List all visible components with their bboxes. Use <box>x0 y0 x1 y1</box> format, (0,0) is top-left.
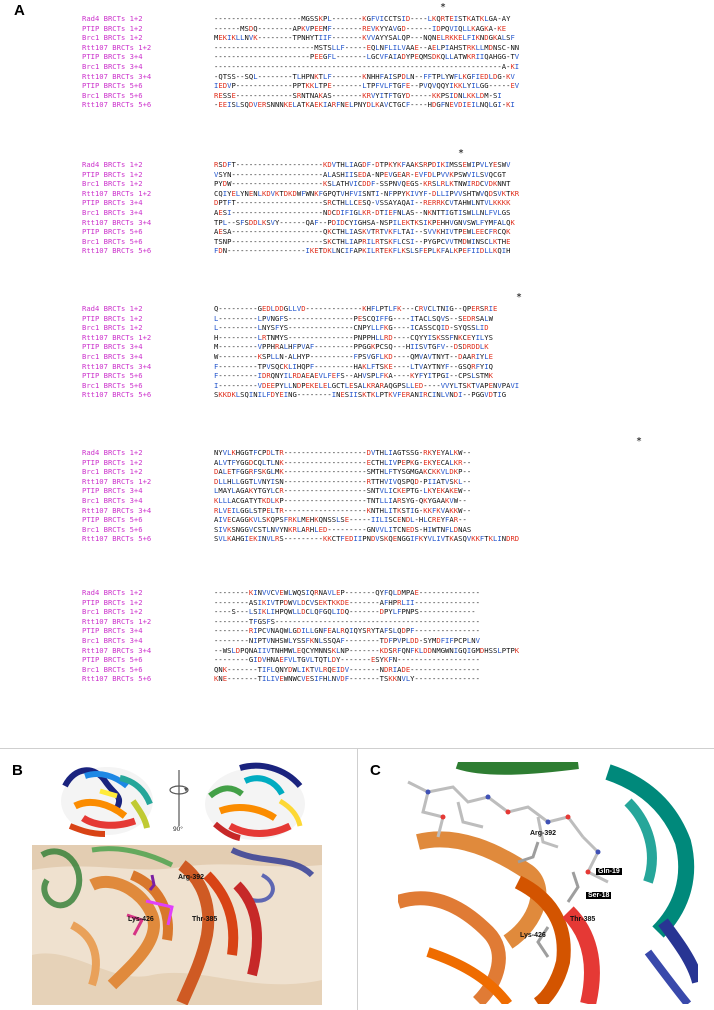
sequence-residues: H---------LRTNMYS---------------PNPPHLLRD----CQYYISKSSFNKCEYILYS <box>214 332 493 342</box>
panel-c-label-thr-385: Thr-385 <box>570 916 596 923</box>
sequence-residues: -EEISLSQDVERSNNNKELATKAEKIARFNELPNYDLKAVCTGCF----HDGFNEVDIEILNQLGI-KI <box>214 100 515 110</box>
conservation-star: * <box>440 2 447 13</box>
alignment-row <box>82 81 519 91</box>
sequence-label: Brc1 BRCTs 5+6 <box>82 236 143 246</box>
alignment-row <box>82 43 519 53</box>
rotation-label: 90° <box>173 826 183 833</box>
sequence-label: Rtt107 BRCTs 5+6 <box>82 534 152 544</box>
sequence-residues: --------TFGSFS----------------------------------------------- <box>214 616 480 626</box>
sequence-residues: ----------------------PEEGFL-------LGCVFAIADYPEQMSDKQLLATWKRIIQAHGG-TV <box>214 52 520 62</box>
sequence-residues: --------GIDVHNAEFVLTGVLTQTLDY-------ESYKFN------------------- <box>214 655 480 665</box>
alignment-row <box>82 333 519 343</box>
sequence-label: Brc1 BRCTs 5+6 <box>82 524 143 534</box>
alignment-row <box>82 237 519 247</box>
conservation-star: * <box>636 436 643 447</box>
sequence-label: PTIP BRCTs 1+2 <box>82 169 143 179</box>
sequence-label: Rad4 BRCTs 1+2 <box>82 14 143 23</box>
sequence-residues: SKKDKLSQINILFDYEING--------INESIISKTKLPTKVFERANIRCINLVNDI--PGGVDTIG <box>214 390 507 400</box>
sequence-label: PTIP BRCTs 3+4 <box>82 626 143 636</box>
sequence-label: PTIP BRCTs 3+4 <box>82 52 143 62</box>
sequence-label: Rtt107 BRCTs 5+6 <box>82 674 152 684</box>
sequence-residues: QNK-------TIFLQNYDWLIKTVLRQEIDV-------NDRIADE---------------- <box>214 664 480 674</box>
alignment-row <box>82 674 519 684</box>
alignment-row <box>82 525 519 535</box>
sequence-residues: --WSLDPQNAIIVTNHMWLEQCYMNNSKLNP-------KDSRFQNFKLDDNMGWNIGQIGMDHSSLPTPK <box>214 645 520 655</box>
alignment-row <box>82 467 519 477</box>
sequence-residues: LMAYLAGAKYTGYLCR-------------------SNTVLICKEPTG-LKYEKAKEW-- <box>214 486 472 496</box>
sequence-residues: -QTSS--SQL--------TLHPNKTLF-------KNHHFAISPDLN--FFTPLYWFLKGFIEDLDG-KV <box>214 71 515 81</box>
sequence-residues: TSNP---------------------SKCTHLIAPRILRTSKFLCSI--PYGPCVVTMDWINSCLKTHE <box>214 236 511 246</box>
sequence-residues: DALETFGGRFSKGLMK-------------------SMTHLFTYSGMGAKCKKVLDKP-- <box>214 467 472 477</box>
panel-b-label-arg-392: Arg-392 <box>178 874 205 881</box>
alignment-row <box>82 179 519 189</box>
alignment-block <box>82 448 519 544</box>
sequence-label: PTIP BRCTs 3+4 <box>82 486 143 496</box>
alignment-row <box>82 646 519 656</box>
sequence-residues: W---------KSPLLN-ALHYP----------FPSVGFLKD----QMVAVTNYT--DAARIYLE <box>214 351 493 361</box>
alignment-row <box>82 371 519 381</box>
sequence-label: Brc1 BRCTs 3+4 <box>82 61 143 71</box>
sequence-label: PTIP BRCTs 1+2 <box>82 23 143 33</box>
alignment-row <box>82 534 519 544</box>
sequence-label: Rtt107 BRCTs 3+4 <box>82 645 152 655</box>
alignment-row <box>82 24 519 34</box>
alignment-row <box>82 617 519 627</box>
alignment-block <box>82 14 519 110</box>
sequence-label: Brc1 BRCTs 3+4 <box>82 351 143 361</box>
sequence-residues: RESSE-------------SRNTNAKAS-------KRVYITFTGYD-----KKPSIDNLKKLDM-SI <box>214 90 502 100</box>
sequence-residues: FDN------------------IKETDKLNCIFAPKILRTEKFLKSLSFEPLKFALKPEFIIDLLKQIH <box>214 246 511 256</box>
sequence-label: Brc1 BRCTs 1+2 <box>82 607 143 617</box>
sequence-residues: DPTFT--------------------SRCTHLLCESQ-VSSAYAQAI--RERRKCVTAHWLNTVLKKKK <box>214 198 511 208</box>
sequence-label: Rtt107 BRCTs 3+4 <box>82 217 152 227</box>
sequence-residues: KNE-------TILIVEWNWCVESIFHLNVDF-------TSKKNVLY--------------- <box>214 674 480 684</box>
sequence-residues: L---------LPVNGFS---------------PESCQIFFG----ITACLSQVS--SEDRSALW <box>214 313 493 323</box>
alignment-row <box>82 246 519 256</box>
alignment-row <box>82 304 519 314</box>
sequence-residues: F---------TPVSQCKLIHQPF---------HAKLFTSKE----LTVAYTNYF--GSQRFYIQ <box>214 361 493 371</box>
sequence-label: Rad4 BRCTs 1+2 <box>82 448 143 457</box>
sequence-residues: PYDW---------------------KSLATHVICDDF-SSPNVQEGS-KRSLRLKTNWIRDCVDKNNT <box>214 179 511 189</box>
alignment-row <box>82 52 519 62</box>
sequence-residues: ------MSDQ--------APKVPEEMF-------REVKYYAVGD------IDPQVIQLLKAGKA-KE <box>214 23 507 33</box>
sequence-label: Rtt107 BRCTs 1+2 <box>82 42 152 52</box>
sequence-residues: SIVKSNGGVCSTLNVYNKRLARHLED---------GNVVLITCNEDS-HIWTNFLDNAS <box>214 524 472 534</box>
sequence-residues: AESI---------------------NDCDIFIGLKR-DTIEFNLAS--NKNTTIGTISWLLNLFVLGS <box>214 207 511 217</box>
sequence-residues: M---------VPPHRALHFPVAF---------PPGGKPCSQ---HIISVTGFV--DSDRDDLK <box>214 342 489 352</box>
sequence-residues: F---------IDRQNYILRDAEAEVLFEFS--AHVSPLFKA----KYFYITPGI--CPSLSTMK <box>214 371 493 381</box>
rotation-arrow-icon <box>167 768 191 828</box>
sequence-label: Rad4 BRCTs 1+2 <box>82 304 143 313</box>
alignment-row <box>82 496 519 506</box>
sequence-residues: RLVEILGGLSTPELTR-------------------KNTHLITKSTIG-KKFKVAKKW-- <box>214 505 472 515</box>
sequence-residues: --------ASIKIVTPDWVLDCVSEKTKKDE-------AFHPRLII--------------- <box>214 597 480 607</box>
sequence-label: PTIP BRCTs 3+4 <box>82 342 143 352</box>
alignment-row <box>82 458 519 468</box>
alignment-row <box>82 390 519 400</box>
alignment-row <box>82 62 519 72</box>
panel-c-letter: C <box>370 762 381 779</box>
sequence-label: Brc1 BRCTs 3+4 <box>82 635 143 645</box>
panel-a-letter: A <box>14 2 25 19</box>
sequence-label: PTIP BRCTs 5+6 <box>82 81 143 91</box>
sequence-residues: TPL--SFSDDLKSVY------QAF--PDIDCYIGHSA-NSPILEKTKSIKPEHHVGNVSWLFYMFALQK <box>214 217 515 227</box>
alignment-row <box>82 218 519 228</box>
alignment-row <box>82 72 519 82</box>
alignment-row <box>82 160 519 170</box>
sequence-residues: KLLLACGATYTKDLKP-------------------TNTLLIARSYG-QKYGAAKVW-- <box>214 495 467 505</box>
panel-c-label-lys-426: Lys-426 <box>520 932 546 939</box>
alignment-row <box>82 227 519 237</box>
sequence-residues: AESA---------------------QKCTHLIASKVTRTVKFLTAI--SVVKHIVTPEWLEECFRCQK <box>214 227 511 237</box>
alignment-row <box>82 381 519 391</box>
sequence-label: PTIP BRCTs 5+6 <box>82 227 143 237</box>
alignment-row <box>82 598 519 608</box>
sequence-label: PTIP BRCTs 1+2 <box>82 457 143 467</box>
sequence-label: Brc1 BRCTs 5+6 <box>82 90 143 100</box>
panel-b-zoom-surface-structure <box>32 845 322 1005</box>
panel-c-label-ser-18: Ser-18 <box>588 892 610 899</box>
sequence-label: Rtt107 BRCTs 1+2 <box>82 332 152 342</box>
alignment-block <box>82 588 519 684</box>
alignment-row <box>82 189 519 199</box>
sequence-residues: DLLHLLGGTLVNYISN-------------------RTTHVIVQSPQD-PIIATVSKL-- <box>214 476 472 486</box>
sequence-residues: I---------VDEEPYLLNDPEKELELGCTLESALKRARAQGPSLLED----VVYLTSKTVAPENVPAVI <box>214 380 520 390</box>
alignment-row <box>82 198 519 208</box>
sequence-label: PTIP BRCTs 5+6 <box>82 515 143 525</box>
sequence-label: Rtt107 BRCTs 1+2 <box>82 476 152 486</box>
sequence-label: PTIP BRCTs 1+2 <box>82 313 143 323</box>
sequence-label: PTIP BRCTs 1+2 <box>82 597 143 607</box>
sequence-residues: AIVECAGGKVLSKQPSFRKLMEHKQNSSLSE-----IILISCENDL-HLCREYFAR-- <box>214 515 467 525</box>
alignment-row <box>82 448 519 458</box>
sequence-label: PTIP BRCTs 5+6 <box>82 371 143 381</box>
sequence-residues: ------------------------------------------------------------------A-KI <box>214 61 520 71</box>
panel-b-overview-structure-left <box>55 756 160 841</box>
alignment-row <box>82 33 519 43</box>
alignment-row <box>82 607 519 617</box>
sequence-residues: --------KINVVCVEWLWQSIQRNAVLEP-------QYFQLDMPAE-------------- <box>214 588 480 597</box>
sequence-residues: SVLKAHGIEKINVLRS---------KKCTFEDIIPNDVSKQENGGIFKYVLIVTKASQVKKFTKLINDRD <box>214 534 520 544</box>
sequence-residues: ALVTFYGGDCQLTLNK-------------------ECTHLIVPEPKG-EKYECALKR-- <box>214 457 472 467</box>
sequence-label: Brc1 BRCTs 1+2 <box>82 323 143 333</box>
panel-b-label-thr-385: Thr-385 <box>192 916 218 923</box>
sequence-label: Rtt107 BRCTs 3+4 <box>82 71 152 81</box>
sequence-residues: ----S---LSIKLIHPQWLLDCLQFGQLIDQ-------DPYLFPNPS------------- <box>214 607 476 617</box>
alignment-block <box>82 160 519 256</box>
alignment-row <box>82 342 519 352</box>
alignment-row <box>82 515 519 525</box>
sequence-label: Rtt107 BRCTs 3+4 <box>82 505 152 515</box>
alignment-row <box>82 362 519 372</box>
sequence-label: Rtt107 BRCTs 5+6 <box>82 100 152 110</box>
sequence-label: Brc1 BRCTs 1+2 <box>82 33 143 43</box>
alignment-row <box>82 588 519 598</box>
sequence-residues: Q---------GEDLDDGLLVD-------------KHFLPTLFK---CRVCLTNIG--QPERSRIE <box>214 304 498 313</box>
sequence-label: Brc1 BRCTs 3+4 <box>82 207 143 217</box>
conservation-star: * <box>458 148 465 159</box>
alignment-row <box>82 100 519 110</box>
alignment-row <box>82 636 519 646</box>
sequence-residues: IEDVP-------------PPTKKLTPE-------LTPFVLFTGFE--PVQVQQYIKKLYILGG-----EV <box>214 81 520 91</box>
sequence-label: Brc1 BRCTs 5+6 <box>82 664 143 674</box>
panel-divider-vertical <box>357 748 358 1010</box>
sequence-residues: --------RIPCVNAQWLGDILLGNFEALRQIQYSRYTAFSLQDPF--------------- <box>214 626 480 636</box>
sequence-label: Brc1 BRCTs 3+4 <box>82 495 143 505</box>
alignment-row <box>82 352 519 362</box>
sequence-residues: MEKIKLLNVK--------TPNHYTIIF-------KVVAYYSALQP---NQNELRKKELFIKNDGKALSF <box>214 33 515 43</box>
sequence-label: Brc1 BRCTs 1+2 <box>82 179 143 189</box>
alignment-row <box>82 314 519 324</box>
alignment-row <box>82 486 519 496</box>
sequence-label: PTIP BRCTs 3+4 <box>82 198 143 208</box>
sequence-residues: NYVLKHGGTFCPDLTR-------------------DVTHLIAGTSSG-RKYEYALKW-- <box>214 448 472 457</box>
alignment-row <box>82 91 519 101</box>
alignment-row <box>82 14 519 24</box>
alignment-row <box>82 170 519 180</box>
sequence-residues: --------NIPTVNHSWLYSSFKNLSSQAF--------TDFPVPLDD-SYMDFIFPCPLNV <box>214 635 480 645</box>
panel-b-letter: B <box>12 762 23 779</box>
panel-c-label-gln-19: Gln-19 <box>598 868 620 875</box>
alignment-row <box>82 208 519 218</box>
sequence-residues: L---------LNYSFYS---------------CNPYLLFKG----ICASSCQID-SYQSSLID <box>214 323 489 333</box>
panel-c-binding-site-structure <box>398 762 698 1004</box>
alignment-row <box>82 626 519 636</box>
alignment-block <box>82 304 519 400</box>
sequence-label: Brc1 BRCTs 5+6 <box>82 380 143 390</box>
sequence-residues: VSYN---------------------ALASHIISEDA-NPEVGEAR-EVFDLPVVKPSWVILSVQCGT <box>214 169 507 179</box>
sequence-label: Rtt107 BRCTs 5+6 <box>82 390 152 400</box>
panel-b-label-lys-426: Lys-426 <box>128 916 154 923</box>
sequence-label: Rad4 BRCTs 1+2 <box>82 160 143 169</box>
sequence-label: Rtt107 BRCTs 5+6 <box>82 246 152 256</box>
panel-c-label-arg-392: Arg-392 <box>530 830 557 837</box>
alignment-row <box>82 477 519 487</box>
alignment-row <box>82 506 519 516</box>
sequence-residues: --------------------MGSSKPL-------KGFVICCTSID----LKQRTEISTKATKLGA-AY <box>214 14 511 23</box>
sequence-label: Rad4 BRCTs 1+2 <box>82 588 143 597</box>
sequence-residues: -----------------------MSTSLLF-----EQLNFLILVAAE--AELPIAHSTRKLLMDNSC-NN <box>214 42 520 52</box>
conservation-star: * <box>516 292 523 303</box>
sequence-residues: RSDFT--------------------KDVTHLIAGDF-DTPKYKFAAKSRPDIKIMSSEWIPVLYESWV <box>214 160 511 169</box>
sequence-residues: CQIYELYNENLKDVKTDKDWFWNKFGPQTVHFVISNTI-NFPPYKIVYF-DLLIPVVSHTWVQDSVKTKR <box>214 188 520 198</box>
alignment-row <box>82 665 519 675</box>
sequence-label: Rtt107 BRCTs 1+2 <box>82 616 152 626</box>
alignment-row <box>82 323 519 333</box>
sequence-label: PTIP BRCTs 5+6 <box>82 655 143 665</box>
sequence-label: Rtt107 BRCTs 3+4 <box>82 361 152 371</box>
panel-b-overview-structure-right <box>200 756 310 846</box>
sequence-label: Rtt107 BRCTs 1+2 <box>82 188 152 198</box>
sequence-label: Brc1 BRCTs 1+2 <box>82 467 143 477</box>
alignment-row <box>82 655 519 665</box>
